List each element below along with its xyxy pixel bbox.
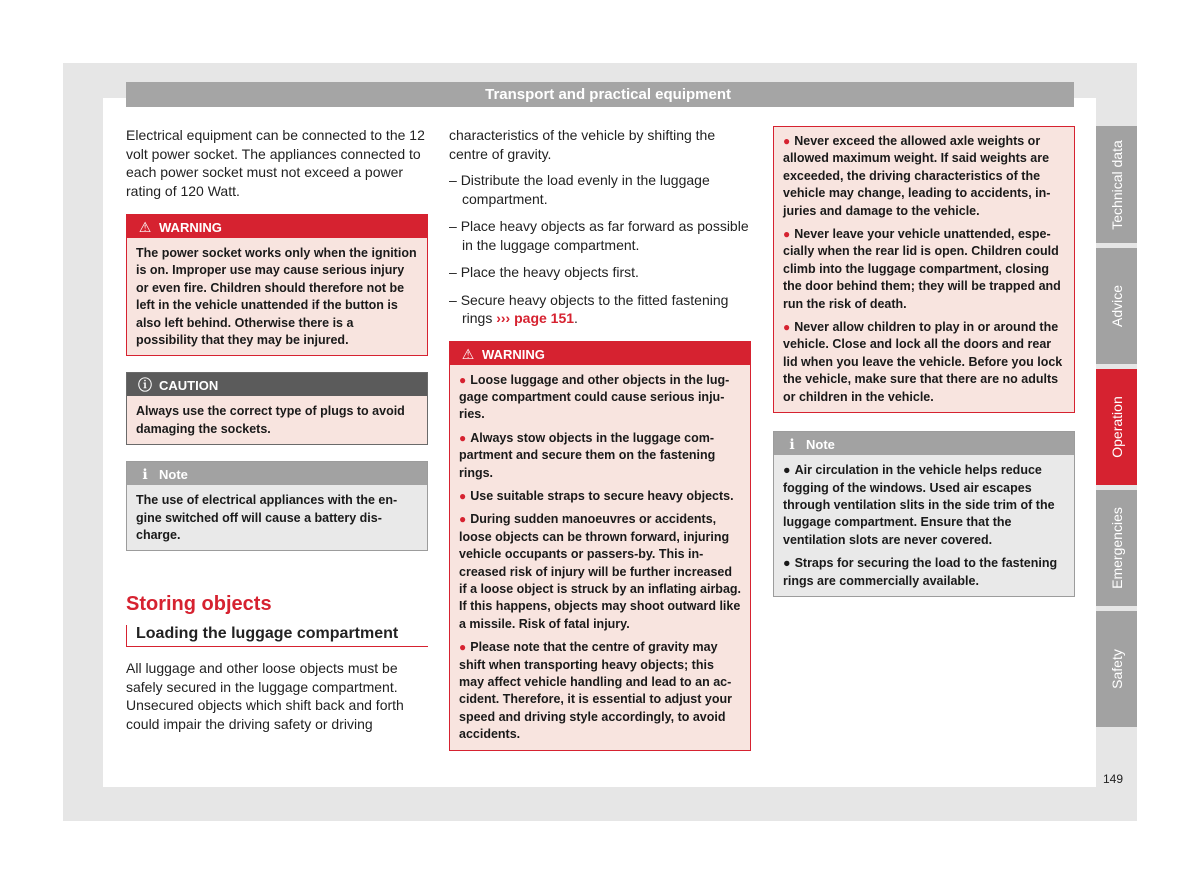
warning-header — [127, 215, 427, 238]
warning-label: WARNING — [159, 220, 222, 235]
warning-item: ● Never leave your vehicle unattended, especially when the rear lid is open. Children could climb into the luggage compartment, closing the door behind them; they will be trapped and run the risk of death. — [783, 227, 1061, 311]
note-box-ventilation — [773, 431, 1075, 597]
warning-item: ● Please note that the centre of gravity may shift when transporting heavy objects; this may affect vehicle handling and lead to an accident. Therefore, it is essential to adjust your speed and driving style accordingly, to avoid accidents. — [459, 640, 732, 742]
note-box-battery — [126, 461, 428, 551]
intro-paragraph: Electrical equipment can be connected to the 12 volt power socket. The appliances connected to each power socket must not exceed a power rating of 120 Watt. — [126, 127, 425, 199]
note-header — [774, 432, 1074, 455]
tab-operation[interactable]: Operation — [1096, 369, 1137, 485]
note-item: ● Straps for securing the load to the fastening rings are commercially available. — [783, 556, 1058, 588]
tab-emergencies[interactable]: Emergencies — [1096, 490, 1137, 606]
warning-item: ● Loose luggage and other objects in the luggage compartment could cause serious injuries. — [459, 372, 730, 422]
warning-item: ● During sudden manoeuvres or accidents, loose objects can be thrown forward, injuring vehicle occupants or passers-by. This increased risk of injury will be further increased if a loose object is struck by an inflating airbag. If this happens, objects may shoot outward like a missile. Risk of fatal injury. — [459, 512, 742, 631]
load-instructions-list — [449, 171, 751, 328]
warning-label: WARNING — [482, 346, 545, 362]
info-icon: ℹ — [789, 436, 795, 453]
body-paragraph: All luggage and other loose objects must be safely secured in the luggage compartment. Unsecured objects which shift back and forth could impair the driving safety or driving — [126, 660, 404, 732]
column-2 — [449, 126, 751, 751]
warning-item: ● Use suitable straps to secure heavy objects. — [459, 488, 734, 503]
section-title: Storing objects — [126, 593, 272, 616]
note-label: Note — [806, 437, 835, 453]
note-item: ● Air circulation in the vehicle helps reduce fogging of the windows. Used air escapes through ventilation slits in the side trim of the luggage compartment. Ensure that the ventilation slots are never covered. — [783, 463, 1055, 547]
note-text: The use of electrical appliances with the engine switched off will cause a battery discharge. — [127, 485, 427, 550]
subsection-title: Loading the luggage compartment — [126, 625, 428, 647]
note-header — [127, 462, 427, 485]
warning-header — [450, 342, 750, 365]
list-item: – Distribute the load evenly in the luggage compartment. — [449, 172, 710, 207]
warning-item: ● Never exceed the allowed axle weights or allowed maximum weight. If said weights are exceeded, the driving characteristics of the vehicle may change, leading to accidents, injuries and damage to the vehicle. — [783, 134, 1051, 218]
list-item: – Place heavy objects as far forward as possible in the luggage compartment. — [449, 218, 749, 253]
list-item: – Place the heavy objects first. — [449, 264, 639, 280]
caution-box — [126, 372, 428, 445]
warning-item: ● Always stow objects in the luggage compartment and secure them on the fastening rings. — [459, 430, 716, 480]
info-icon: ℹ — [142, 466, 148, 483]
tab-safety[interactable]: Safety — [1096, 611, 1137, 727]
caution-text: Always use the correct type of plugs to avoid damaging the sockets. — [127, 396, 427, 444]
page-reference-link[interactable]: ››› page 151 — [496, 310, 575, 326]
continued-paragraph: characteristics of the vehicle by shifting the centre of gravity. — [449, 127, 716, 162]
note-label: Note — [159, 467, 188, 483]
caution-circle-icon: ⓘ — [138, 377, 152, 394]
warning-text: The power socket works only when the ignition is on. Improper use may cause serious injury or even fire. Children should therefore not be left in the vehicle unattended if the button is also left behind. Otherwise there is a possibility that they may be injured. — [127, 238, 427, 355]
page-header: Transport and practical equipment — [126, 82, 1074, 107]
warning-box-continued — [773, 126, 1075, 413]
note-list — [774, 455, 1074, 596]
column-3 — [773, 126, 1075, 597]
tab-advice[interactable]: Advice — [1096, 248, 1137, 364]
warning-triangle-icon: ⚠ — [138, 219, 152, 235]
warning-box-power-socket — [126, 214, 428, 356]
tab-technical-data[interactable]: Technical data — [1096, 126, 1137, 243]
warning-item: ● Never allow children to play in or around the vehicle. Close and lock all the doors and rear lid when you leave the vehicle. Before you lock the vehicle, make sure that there are no adults or children in the vehicle. — [783, 320, 1063, 404]
warning-list-continued — [774, 127, 1074, 412]
caution-header — [127, 373, 427, 396]
list-item: – Secure heavy objects to the fitted fastening rings ››› page 151. — [449, 291, 729, 326]
column-1 — [126, 126, 428, 733]
page-number: 149 — [1102, 772, 1123, 786]
warning-triangle-icon: ⚠ — [461, 345, 475, 362]
warning-box-luggage — [449, 341, 751, 751]
caution-label: CAUTION — [159, 378, 219, 394]
warning-list — [450, 365, 750, 750]
